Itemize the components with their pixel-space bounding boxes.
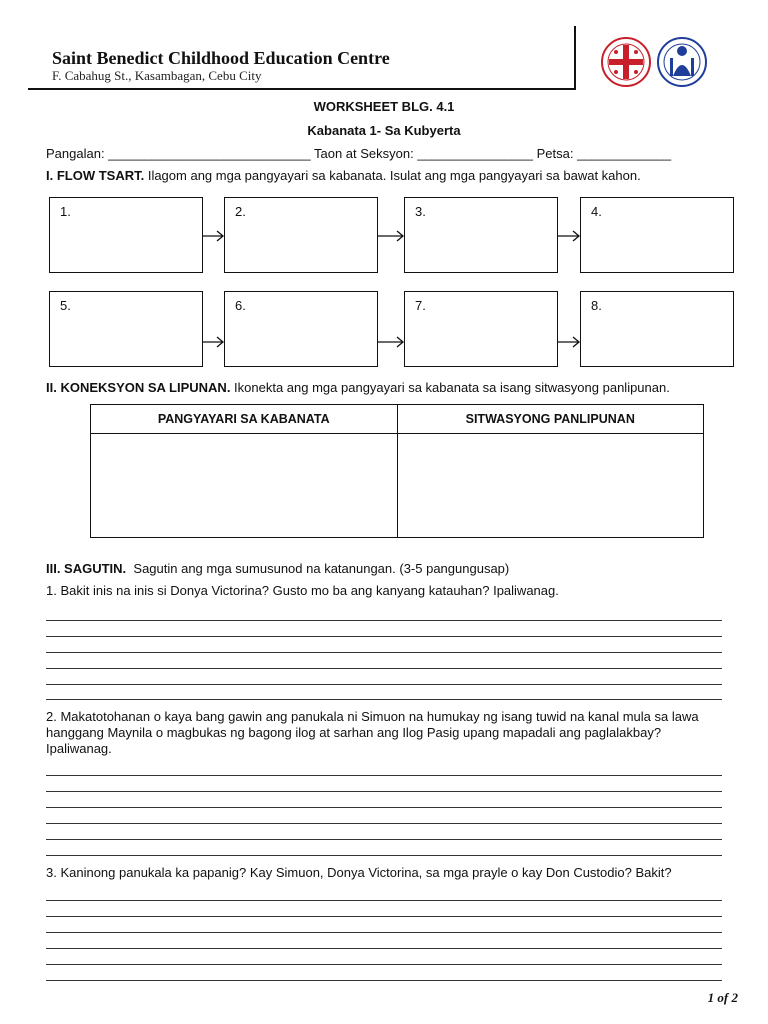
flow-box xyxy=(580,197,734,273)
answer-line xyxy=(46,823,722,824)
worksheet-title: WORKSHEET BLG. 4.1 xyxy=(313,99,455,114)
answer-line xyxy=(46,807,722,808)
col-sitwasyon-header: SITWASYONG PANLIPUNAN xyxy=(397,405,704,434)
flow-arrow-icon xyxy=(558,229,581,243)
student-info-line: Pangalan: ____________________________ Taon at Seksyon: ________________ Petsa: _____________ xyxy=(46,146,672,161)
section3-instruction: Sagutin ang mga sumusunod na katanungan. (3-5 pangungusap) xyxy=(126,561,510,576)
flow-arrow-icon xyxy=(378,229,405,243)
answer-line xyxy=(46,791,722,792)
worksheet-subtitle: Kabanata 1- Sa Kubyerta xyxy=(307,123,461,138)
flow-box-number: 2. xyxy=(235,204,246,219)
section2-heading: II. KONEKSYON SA LIPUNAN. xyxy=(46,380,231,395)
answer-line xyxy=(46,839,722,840)
section1-heading: I. FLOW TSART. xyxy=(46,168,145,183)
section2-line xyxy=(46,380,670,395)
pangyayari-cell xyxy=(91,434,398,538)
answer-line xyxy=(46,948,722,949)
flow-box xyxy=(404,291,558,367)
flow-box xyxy=(580,291,734,367)
header-divider xyxy=(28,88,576,90)
question-1: 1. Bakit inis na inis si Donya Victorina? Gusto mo ba ang kanyang katauhan? Ipaliwanag. xyxy=(46,583,559,598)
answer-line xyxy=(46,900,722,901)
answer-line xyxy=(46,932,722,933)
question-3: 3. Kaninong panukala ka papanig? Kay Simuon, Donya Victorina, sa mga prayle o kay Don Custodio? Bakit? xyxy=(46,865,672,880)
school-address: F. Cabahug St., Kasambagan, Cebu City xyxy=(52,68,262,83)
section1-instruction: Ilagom ang mga pangyayari sa kabanata. Isulat ang mga pangyayari sa bawat kahon. xyxy=(144,168,641,183)
flow-box xyxy=(404,197,558,273)
col-pangyayari-header: PANGYAYARI SA KABANATA xyxy=(91,405,398,434)
question-2: 2. Makatotohanan o kaya bang gawin ang panukala ni Simuon na humukay ng isang tuwid na kanal mula sa lawa hanggang Maynila o magbukas ng bagong ilog at sarhan ang Ilog Pasig upang mapadali ang paglalakbay? Ipaliwanag. xyxy=(46,709,699,756)
answer-line xyxy=(46,636,722,637)
flow-box xyxy=(49,197,203,273)
page-number: 1 of 2 xyxy=(707,990,738,1005)
flow-box xyxy=(49,291,203,367)
section2-instruction: Ikonekta ang mga pangyayari sa kabanata sa isang sitwasyong panlipunan. xyxy=(230,380,670,395)
flow-box xyxy=(224,291,378,367)
answer-line xyxy=(46,652,722,653)
section3-line xyxy=(46,561,509,576)
answer-line xyxy=(46,980,722,981)
answer-line xyxy=(46,699,722,700)
flow-arrow-icon xyxy=(558,335,581,349)
section1-line xyxy=(46,168,641,183)
answer-line xyxy=(46,964,722,965)
flow-box-number: 8. xyxy=(591,298,602,313)
connection-table xyxy=(90,404,704,538)
header-vertical-divider xyxy=(574,26,576,90)
flow-box-number: 4. xyxy=(591,204,602,219)
answer-line xyxy=(46,775,722,776)
sitwasyon-cell xyxy=(397,434,704,538)
flow-box xyxy=(224,197,378,273)
flow-arrow-icon xyxy=(203,229,225,243)
table-row xyxy=(91,434,704,538)
answer-line xyxy=(46,684,722,685)
flow-box-number: 5. xyxy=(60,298,71,313)
flow-arrow-icon xyxy=(378,335,405,349)
school-name: Saint Benedict Childhood Education Centre xyxy=(52,48,390,68)
flow-box-number: 3. xyxy=(415,204,426,219)
benedict-medal-red-icon xyxy=(600,36,652,88)
flow-box-number: 1. xyxy=(60,204,71,219)
flow-box-number: 7. xyxy=(415,298,426,313)
answer-line xyxy=(46,668,722,669)
answer-line xyxy=(46,855,722,856)
benedict-medal-blue-icon xyxy=(656,36,708,88)
table-header-row xyxy=(91,405,704,434)
answer-line xyxy=(46,620,722,621)
section3-heading: III. SAGUTIN. xyxy=(46,561,127,576)
answer-line xyxy=(46,916,722,917)
flow-arrow-icon xyxy=(203,335,225,349)
flow-box-number: 6. xyxy=(235,298,246,313)
